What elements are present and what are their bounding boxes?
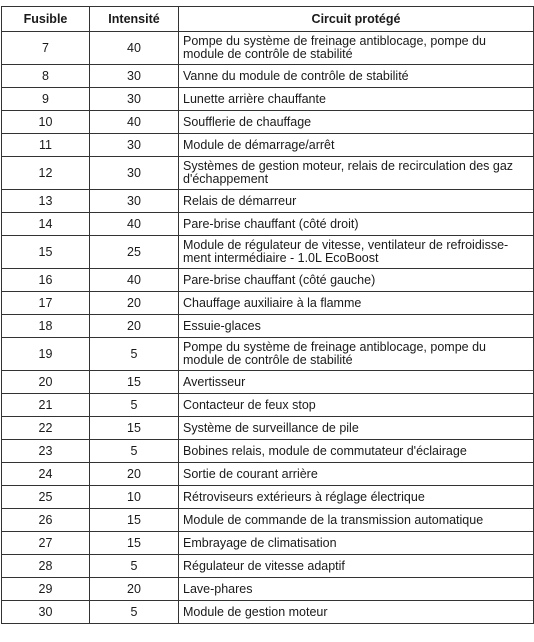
fuse-number-cell: 13 [2,190,90,213]
circuit-cell: Essuie-glaces [179,315,534,338]
amperage-cell: 30 [90,190,179,213]
fuse-number-cell: 11 [2,134,90,157]
fuse-number-cell: 20 [2,371,90,394]
fuse-number-cell: 28 [2,555,90,578]
table-row [2,440,534,463]
table-row [2,292,534,315]
circuit-cell: Pompe du système de freinage antiblocage, pompe du module de contrôle de stabilité [179,32,534,65]
table-row [2,463,534,486]
amperage-cell: 30 [90,134,179,157]
table-row [2,417,534,440]
fuse-number-cell: 27 [2,532,90,555]
table-row [2,32,534,65]
amperage-cell: 15 [90,417,179,440]
circuit-cell: Relais de démarreur [179,190,534,213]
fuse-number-cell: 18 [2,315,90,338]
circuit-cell: Bobines relais, module de commutateur d'éclairage [179,440,534,463]
table-row [2,88,534,111]
circuit-cell: Embrayage de climatisation [179,532,534,555]
table-row [2,601,534,624]
table-row [2,371,534,394]
table-body [2,32,534,624]
fuse-number-cell: 26 [2,509,90,532]
table-row [2,486,534,509]
circuit-cell: Lunette arrière chauffante [179,88,534,111]
circuit-cell: Systèmes de gestion moteur, relais de recirculation des gaz d'échappement [179,157,534,190]
fuse-number-cell: 24 [2,463,90,486]
fuse-number-cell: 7 [2,32,90,65]
amperage-cell: 5 [90,601,179,624]
table-row [2,269,534,292]
amperage-cell: 15 [90,532,179,555]
header-row [2,7,534,32]
amperage-cell: 10 [90,486,179,509]
amperage-cell: 30 [90,88,179,111]
circuit-cell: Avertisseur [179,371,534,394]
fuse-number-cell: 10 [2,111,90,134]
fuse-table [1,6,534,624]
amperage-cell: 5 [90,555,179,578]
amperage-cell: 5 [90,338,179,371]
amperage-cell: 20 [90,292,179,315]
circuit-cell: Système de surveillance de pile [179,417,534,440]
fuse-number-cell: 22 [2,417,90,440]
table-row [2,213,534,236]
circuit-cell: Chauffage auxiliaire à la flamme [179,292,534,315]
amperage-cell: 40 [90,32,179,65]
amperage-cell: 25 [90,236,179,269]
circuit-cell: Module de gestion moteur [179,601,534,624]
circuit-cell: Pare-brise chauffant (côté droit) [179,213,534,236]
fuse-number-cell: 29 [2,578,90,601]
table-row [2,394,534,417]
amperage-cell: 40 [90,111,179,134]
header-circuit: Circuit protégé [179,7,534,32]
circuit-cell: Régulateur de vitesse adaptif [179,555,534,578]
fuse-number-cell: 9 [2,88,90,111]
circuit-cell: Pare-brise chauffant (côté gauche) [179,269,534,292]
table-row [2,509,534,532]
amperage-cell: 20 [90,315,179,338]
amperage-cell: 5 [90,394,179,417]
table-row [2,134,534,157]
table-row [2,157,534,190]
fuse-number-cell: 21 [2,394,90,417]
circuit-cell: Module de régulateur de vitesse, ventilateur de refroidisse-ment intermédiaire - 1.0L EcoBoost [179,236,534,269]
table-row [2,111,534,134]
amperage-cell: 5 [90,440,179,463]
fuse-number-cell: 16 [2,269,90,292]
amperage-cell: 20 [90,463,179,486]
amperage-cell: 15 [90,371,179,394]
fuse-number-cell: 14 [2,213,90,236]
circuit-cell: Module de démarrage/arrêt [179,134,534,157]
fuse-number-cell: 17 [2,292,90,315]
fuse-number-cell: 19 [2,338,90,371]
table-row [2,532,534,555]
fuse-number-cell: 25 [2,486,90,509]
circuit-cell: Lave-phares [179,578,534,601]
circuit-cell: Contacteur de feux stop [179,394,534,417]
fuse-number-cell: 12 [2,157,90,190]
circuit-cell: Rétroviseurs extérieurs à réglage électrique [179,486,534,509]
table-row [2,315,534,338]
header-fuse: Fusible [2,7,90,32]
table-row [2,190,534,213]
table-row [2,555,534,578]
table-row [2,338,534,371]
amperage-cell: 30 [90,157,179,190]
fuse-number-cell: 15 [2,236,90,269]
amperage-cell: 20 [90,578,179,601]
circuit-cell: Module de commande de la transmission automatique [179,509,534,532]
amperage-cell: 30 [90,65,179,88]
fuse-number-cell: 23 [2,440,90,463]
amperage-cell: 40 [90,269,179,292]
fuse-number-cell: 8 [2,65,90,88]
circuit-cell: Pompe du système de freinage antiblocage, pompe du module de contrôle de stabilité [179,338,534,371]
header-amperage: Intensité [90,7,179,32]
table-row [2,236,534,269]
circuit-cell: Vanne du module de contrôle de stabilité [179,65,534,88]
amperage-cell: 40 [90,213,179,236]
table-row [2,65,534,88]
table-row [2,578,534,601]
circuit-cell: Soufflerie de chauffage [179,111,534,134]
amperage-cell: 15 [90,509,179,532]
fuse-number-cell: 30 [2,601,90,624]
circuit-cell: Sortie de courant arrière [179,463,534,486]
